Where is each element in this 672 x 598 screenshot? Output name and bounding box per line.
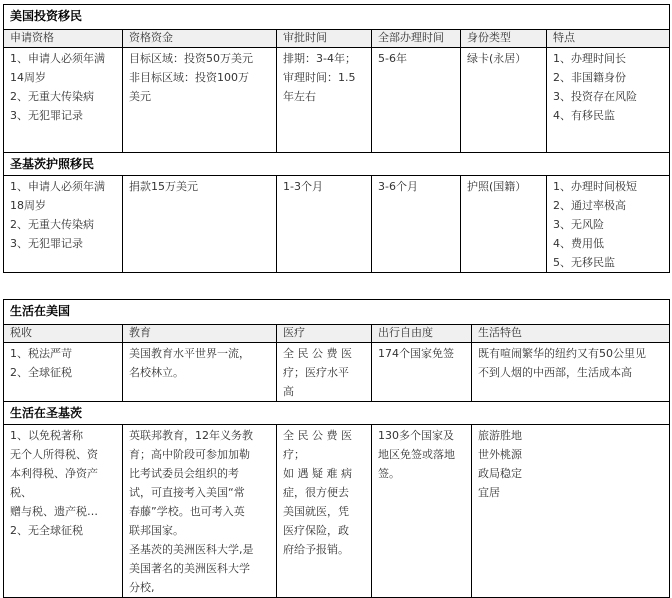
skn-approval-cell: 1-3个月 bbox=[277, 176, 372, 273]
text-line: 2、无重大传染病 bbox=[10, 90, 94, 103]
text-line: 130多个国家及 bbox=[378, 429, 454, 442]
text-line: 1、办理时间极短 bbox=[553, 180, 637, 193]
text-line: 2、无全球征税 bbox=[10, 524, 83, 537]
text-line: 赠与税、遗产税… bbox=[10, 505, 98, 518]
skn-medical-cell bbox=[277, 425, 372, 598]
table-row-usa bbox=[4, 48, 670, 153]
text-line: 试，可直接考入美国“常 bbox=[129, 486, 245, 499]
text-line: 美元 bbox=[129, 90, 151, 103]
text-line: 2、通过率极高 bbox=[553, 199, 626, 212]
skn-funds-cell: 捐款15万美元 bbox=[123, 176, 277, 273]
text-line: 育；高中阶段可参加加勒 bbox=[129, 448, 250, 461]
text-line: 审理时间：1.5 bbox=[283, 71, 356, 84]
text-line: 1、办理时间长 bbox=[553, 52, 626, 65]
text-line: 1、税法严苛 bbox=[10, 347, 72, 360]
text-line: 1、以免税著称 bbox=[10, 429, 83, 442]
text-line: 3、无犯罪记录 bbox=[10, 237, 83, 250]
header-medical: 医疗 bbox=[277, 325, 372, 343]
text-line: 症，很方便去 bbox=[283, 486, 349, 499]
text-line: 全 民 公 费 医 bbox=[283, 429, 352, 442]
table-header-row bbox=[4, 325, 670, 343]
skn-life-cell bbox=[472, 425, 670, 598]
text-line: 政局稳定 bbox=[478, 467, 522, 480]
header-life-features: 生活特色 bbox=[472, 325, 670, 343]
text-line: 18周岁 bbox=[10, 199, 46, 212]
text-line: 2、非国籍身份 bbox=[553, 71, 626, 84]
skn-status-cell: 护照(国籍） bbox=[461, 176, 547, 273]
usa-medical-cell bbox=[277, 343, 372, 402]
skn-eligibility-cell bbox=[4, 176, 123, 273]
skn-total-time-cell: 3-6个月 bbox=[372, 176, 461, 273]
text-line: 美国著名的美洲医科大学 bbox=[129, 562, 250, 575]
text-line: 无个人所得税、资 bbox=[10, 448, 98, 461]
text-line: 年左右 bbox=[283, 90, 316, 103]
usa-life-cell bbox=[472, 343, 670, 402]
text-line: 英联邦教育，12年义务教 bbox=[129, 429, 253, 442]
section-title-skn-passport: 圣基茨护照移民 bbox=[4, 153, 670, 176]
investment-immigration-table bbox=[3, 4, 670, 273]
text-line: 世外桃源 bbox=[478, 448, 522, 461]
text-line: 3、无犯罪记录 bbox=[10, 109, 83, 122]
text-line: 疗； bbox=[283, 448, 305, 461]
section-title-usa-investment: 美国投资移民 bbox=[4, 5, 670, 30]
text-line: 比考试委员会组织的考 bbox=[129, 467, 239, 480]
skn-features-cell bbox=[547, 176, 670, 273]
text-line: 1、申请人必须年满 bbox=[10, 180, 105, 193]
text-line: 如 遇 疑 难 病 bbox=[283, 467, 352, 480]
text-line: 非目标区域：投资100万 bbox=[129, 71, 249, 84]
text-line: 名校林立。 bbox=[129, 366, 184, 379]
section-title-living-usa: 生活在美国 bbox=[4, 300, 670, 325]
text-line: 2、无重大传染病 bbox=[10, 218, 94, 231]
header-funds: 资格资金 bbox=[123, 30, 277, 48]
header-travel-freedom: 出行自由度 bbox=[372, 325, 472, 343]
text-line: 4、费用低 bbox=[553, 237, 604, 250]
skn-travel-cell bbox=[372, 425, 472, 598]
skn-education-cell bbox=[123, 425, 277, 598]
table-header-row bbox=[4, 30, 670, 48]
text-line: 既有喧闹繁华的纽约又有50公里见 bbox=[478, 347, 646, 360]
table-row-living-skn bbox=[4, 425, 670, 598]
text-line: 2、全球征税 bbox=[10, 366, 72, 379]
text-line: 高 bbox=[283, 385, 294, 398]
usa-travel-cell: 174个国家免签 bbox=[372, 343, 472, 402]
text-line: 不到人烟的中西部，生活成本高 bbox=[478, 366, 632, 379]
text-line: 美国教育水平世界一流， bbox=[129, 347, 250, 360]
usa-eligibility-cell bbox=[4, 48, 123, 153]
text-line: 旅游胜地 bbox=[478, 429, 522, 442]
text-line: 圣基茨的美洲医科大学,是 bbox=[129, 543, 254, 556]
header-status-type: 身份类型 bbox=[461, 30, 547, 48]
skn-tax-cell bbox=[4, 425, 123, 598]
usa-total-time-cell: 5-6年 bbox=[372, 48, 461, 153]
usa-features-cell bbox=[547, 48, 670, 153]
text-line: 税、 bbox=[10, 486, 32, 499]
table-row-skn bbox=[4, 176, 670, 273]
text-line: 疗；医疗水平 bbox=[283, 366, 349, 379]
header-total-time: 全部办理时间 bbox=[372, 30, 461, 48]
text-line: 签。 bbox=[378, 467, 400, 480]
usa-education-cell bbox=[123, 343, 277, 402]
header-approval-time: 审批时间 bbox=[277, 30, 372, 48]
text-line: 医疗保险，政 bbox=[283, 524, 349, 537]
usa-status-cell: 绿卡(永居） bbox=[461, 48, 547, 153]
text-line: 排期：3-4年； bbox=[283, 52, 356, 65]
text-line: 4、有移民监 bbox=[553, 109, 615, 122]
text-line: 1、申请人必须年满 bbox=[10, 52, 105, 65]
text-line: 5、无移民监 bbox=[553, 256, 615, 269]
header-eligibility: 申请资格 bbox=[4, 30, 123, 48]
text-line: 3、无风险 bbox=[553, 218, 604, 231]
text-line: 目标区域：投资50万美元 bbox=[129, 52, 253, 65]
text-line: 宜居 bbox=[478, 486, 500, 499]
table-row-living-usa bbox=[4, 343, 670, 402]
text-line: 联邦国家。 bbox=[129, 524, 184, 537]
text-line: 美国就医，凭 bbox=[283, 505, 349, 518]
text-line: 地区免签或落地 bbox=[378, 448, 455, 461]
usa-tax-cell bbox=[4, 343, 123, 402]
header-education: 教育 bbox=[123, 325, 277, 343]
usa-funds-cell bbox=[123, 48, 277, 153]
text-line: 春藤”学校。也可考入英 bbox=[129, 505, 245, 518]
text-line: 分校, bbox=[129, 581, 155, 594]
text-line: 14周岁 bbox=[10, 71, 46, 84]
text-line: 本利得税、净资产 bbox=[10, 467, 98, 480]
living-comparison-table bbox=[3, 299, 670, 598]
usa-approval-cell bbox=[277, 48, 372, 153]
section-title-living-skn: 生活在圣基茨 bbox=[4, 402, 670, 425]
text-line: 全 民 公 费 医 bbox=[283, 347, 352, 360]
text-line: 3、投资存在风险 bbox=[553, 90, 637, 103]
header-features: 特点 bbox=[547, 30, 670, 48]
text-line: 府给予报销。 bbox=[283, 543, 349, 556]
header-tax: 税收 bbox=[4, 325, 123, 343]
